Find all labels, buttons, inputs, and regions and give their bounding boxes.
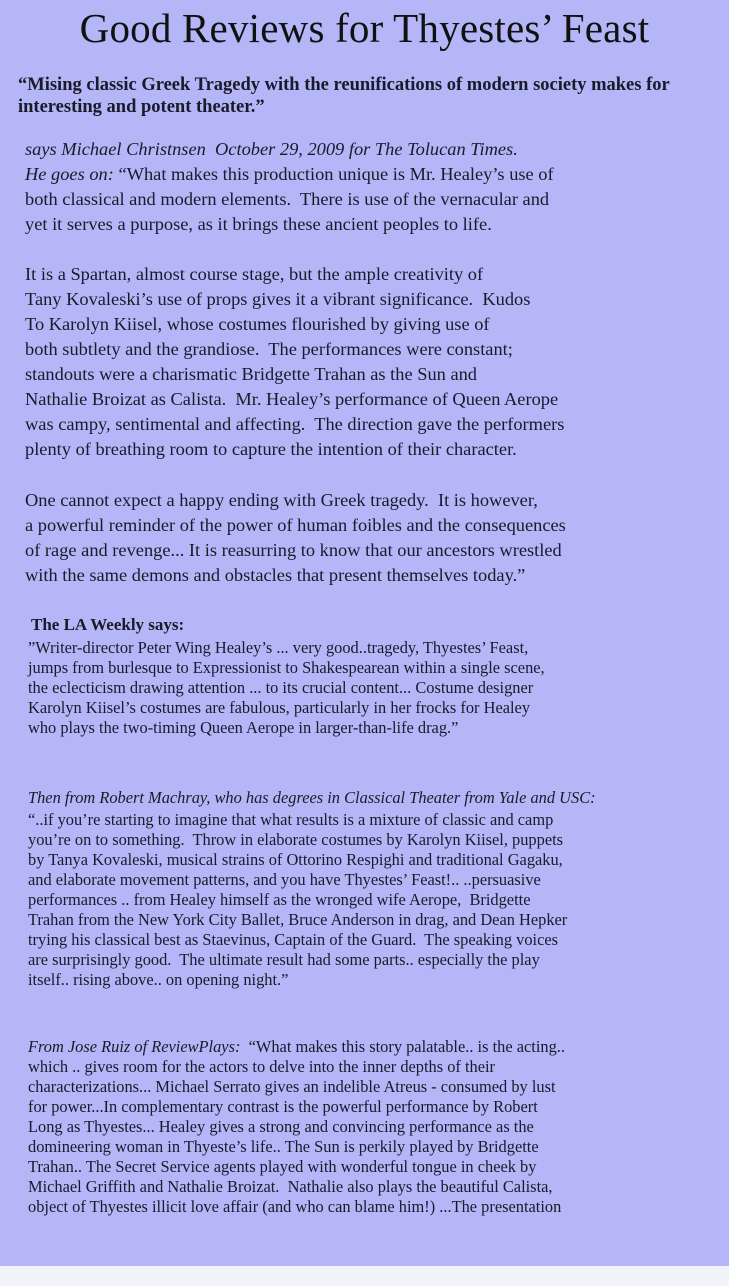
review-reviewplays — [28, 1037, 718, 1217]
review-paragraph-3: One cannot expect a happy ending with Greek tragedy. It is however, a powerful reminder of the power of human foibles and the consequences of rage and revenge... It is reasurring to know that our ancestors wrestled with the same demons and obstacles that present themselves today.” — [25, 490, 566, 585]
review-attribution: says Michael Christnsen October 29, 2009 for The Tolucan Times. — [25, 139, 518, 159]
review-la-weekly: ”Writer-director Peter Wing Healey’s ... very good..tragedy, Thyestes’ Feast, jumps from burlesque to Expressionist to Shakespearean within a single scene, the eclecticism drawing attention ... to its crucial content... Costume designer Karolyn Kiisel’s costumes are fabulous, particularly in her frocks for Healey who plays the two-timing Queen Aerope in larger-than-life drag.” — [28, 638, 545, 737]
review-tolucan-times — [25, 137, 725, 237]
bottom-margin — [0, 1266, 729, 1286]
la-weekly-heading: The LA Weekly says: — [31, 615, 185, 634]
pull-quote-headline: “Mising classic Greek Tragedy with the reunifications of modern society makes for interesting and potent theater.” — [18, 75, 670, 117]
review-machray: “..if you’re starting to imagine that what results is a mixture of classic and camp you’re on to something. Throw in elaborate costumes by Karolyn Kiisel, puppets by Tanya Kovaleski, musical strains of Ottorino Respighi and traditional Gagaku, and elaborate movement patterns, and you have Thyestes’ Feast!.. ..persuasive performances .. from Healey himself as the wronged wife Aerope, Bridgette Trahan from the New York City Ballet, Bruce Anderson in drag, and Dean Hepker trying his classical best as Staevinus, Captain of the Guard. The speaking voices are surprisingly good. The ultimate result had some parts.. especially the play itself.. rising above.. on opening night.” — [28, 810, 568, 989]
review-paragraph: “What makes this production unique is Mr. Healey’s use of — [118, 164, 554, 184]
review-attribution: From Jose Ruiz of ReviewPlays: — [28, 1037, 241, 1056]
review-body: which .. gives room for the actors to delve into the inner depths of their characterizations... Michael Serrato gives an indelible Atreus - consumed by lust for power...In complementary contrast is the powerful performance by Robert Long as Thyestes... Healey gives a strong and convincing performance as the domineering woman in Thyeste’s life.. The Sun is perkily played by Bridgette Trahan.. The Secret Service agents played with wonderful tongue in cheek by Michael Griffith and Nathalie Broizat. Nathalie also plays the beautiful Calista, object of Thyestes illicit love affair (and who can blame him!) ...The presentation — [28, 1057, 562, 1216]
page-title: Good Reviews for Thyestes’ Feast — [79, 5, 650, 51]
review-first-line: “What makes this story palatable.. is the acting.. — [240, 1037, 565, 1056]
text-cutoff-mask — [0, 1236, 729, 1266]
review-paragraph: both classical and modern elements. There is use of the vernacular and yet it serves a purpose, as it brings these ancient peoples to life. — [25, 189, 550, 234]
review-intro: He goes on: — [25, 164, 119, 184]
review-machray-attribution: Then from Robert Machray, who has degrees in Classical Theater from Yale and USC: — [28, 788, 596, 807]
review-paragraph-2: It is a Spartan, almost course stage, but the ample creativity of Tany Kovaleski’s use of props gives it a vibrant significance. Kudos To Karolyn Kiisel, whose costumes flourished by giving use of both subtlety and the grandiose. The performances were constant; standouts were a charismatic Bridgette Trahan as the Sun and Nathalie Broizat as Calista. Mr. Healey’s performance of Queen Aerope was campy, sentimental and affecting. The direction gave the performers plenty of breathing room to capture the intention of their character. — [25, 264, 565, 459]
